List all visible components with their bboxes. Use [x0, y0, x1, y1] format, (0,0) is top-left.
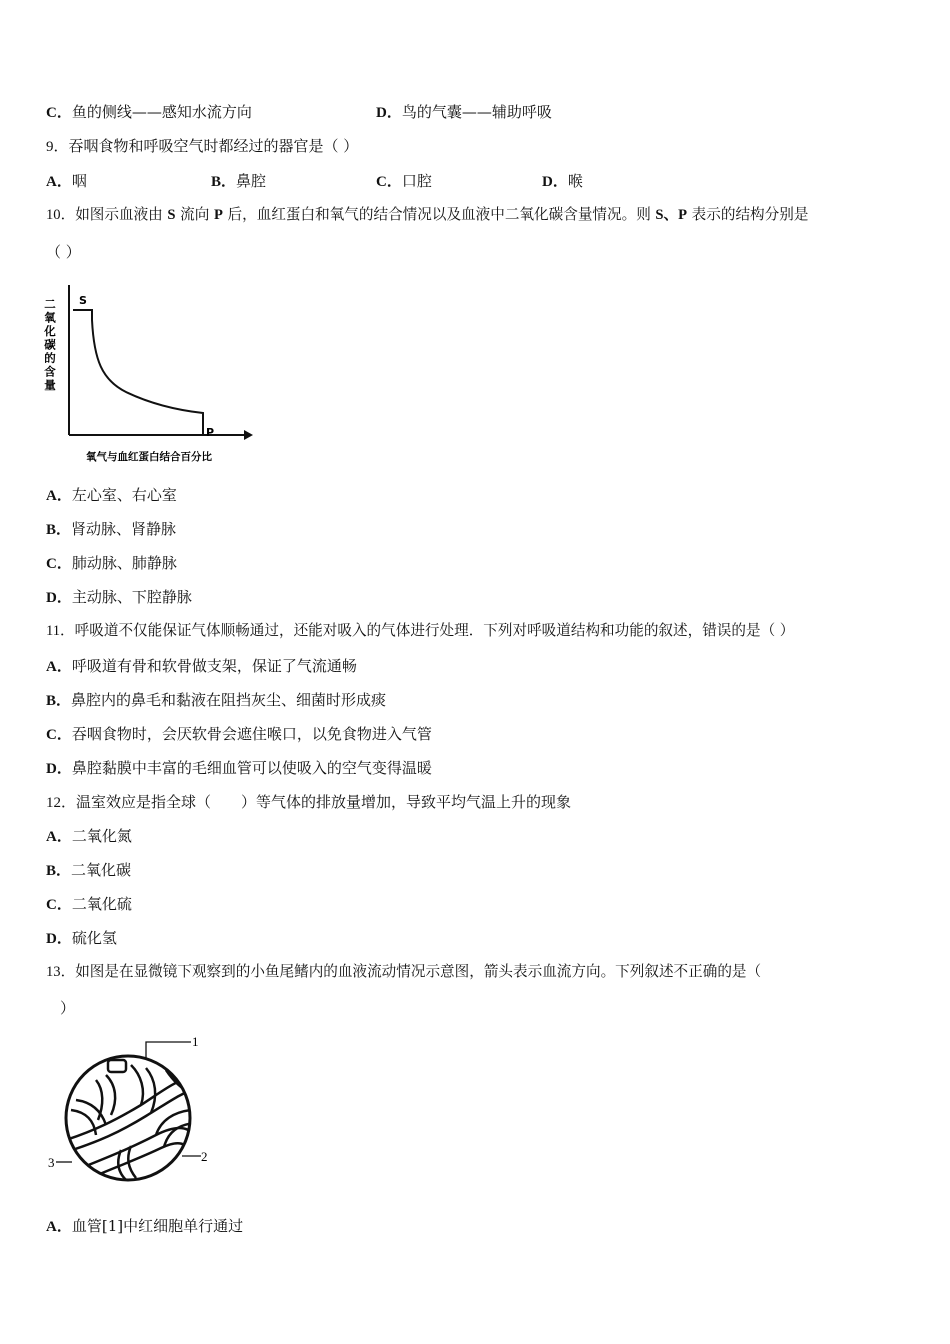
point-p-label: P: [206, 426, 215, 439]
fish-tail-vessels-diagram: [46, 1030, 221, 1195]
q8-option-c: C．鱼的侧线——感知水流方向: [46, 103, 252, 121]
point-s-label: S: [79, 294, 87, 307]
x-axis-label: 氧气与血红蛋白结合百分比: [86, 451, 212, 463]
label-1-leader: [146, 1042, 191, 1058]
q9-stem: 9．吞咽食物和呼吸空气时都经过的器官是（ ）: [46, 137, 359, 155]
q13-stem: 13．如图是在显微镜下观察到的小鱼尾鳍内的血液流动情况示意图，箭头表示血流方向。下列叙述不正确的是（: [46, 963, 762, 980]
q13-option-a: A．血管[1]中红细胞单行通过: [46, 1217, 244, 1235]
q9-option-c: C．口腔: [376, 172, 432, 190]
q12-option-a: A．二氧化氮: [46, 827, 132, 845]
q13-stem-cont: ）: [60, 999, 76, 1017]
q8-option-d: D．鸟的气囊——辅助呼吸: [376, 103, 552, 121]
q11-option-a: A．呼吸道有骨和软骨做支架，保证了气流通畅: [46, 657, 357, 675]
q10-stem-cont: （ ）: [46, 243, 81, 261]
label-3: 3: [48, 1155, 55, 1170]
q13-figure: [46, 1030, 221, 1195]
q12-option-c: C．二氧化硫: [46, 895, 132, 913]
q11-stem: 11．呼吸道不仅能保证气体顺畅通过，还能对吸入的气体进行处理．下列对呼吸道结构和功能的叙述，错误的是（ ）: [46, 622, 795, 639]
label-1: 1: [192, 1034, 199, 1049]
co2-oxygen-graph: [43, 280, 256, 470]
q10-option-b: B．肾动脉、肾静脉: [46, 520, 177, 538]
q10-option-a: A．左心室、右心室: [46, 486, 177, 504]
q12-stem: 12．温室效应是指全球（ ）等气体的排放量增加，导致平均气温上升的现象: [46, 793, 572, 811]
q10-option-d: D．主动脉、下腔静脉: [46, 588, 192, 606]
q9-option-a: A．咽: [46, 172, 87, 190]
q10-stem: 10．如图示血液由 S 流向 P 后，血红蛋白和氧气的结合情况以及血液中二氧化碳含量情况。则 S、P 表示的结构分别是: [46, 206, 809, 223]
q11-option-c: C．吞咽食物时，会厌软骨会遮住喉口，以免食物进入气管: [46, 725, 432, 743]
y-axis-label: 二氧化碳的含量: [43, 298, 57, 393]
q11-option-d: D．鼻腔黏膜中丰富的毛细血管可以使吸入的空气变得温暖: [46, 759, 432, 777]
q12-option-b: B．二氧化碳: [46, 861, 132, 879]
co2-curve: [73, 310, 203, 435]
q10-figure: [43, 280, 256, 470]
q11-option-b: B．鼻腔内的鼻毛和黏液在阻挡灰尘、细菌时形成痰: [46, 691, 387, 709]
q9-option-d: D．喉: [542, 172, 583, 190]
label-2: 2: [201, 1149, 208, 1164]
q12-option-d: D．硫化氢: [46, 929, 117, 947]
x-axis-arrow: [244, 430, 253, 440]
q10-option-c: C．肺动脉、肺静脉: [46, 554, 177, 572]
q9-option-b: B．鼻腔: [211, 172, 267, 190]
